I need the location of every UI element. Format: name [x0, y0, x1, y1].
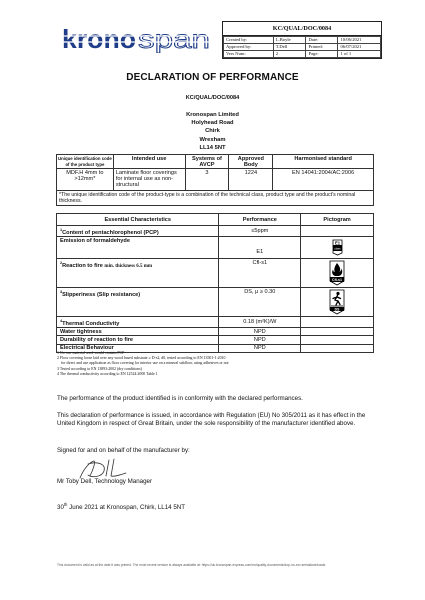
- char-pcp: $^1$Content of pentachlorophenol (PCP): [57, 226, 219, 237]
- perf-thermal-conductivity: 0.18 (m²K)/W: [219, 317, 301, 328]
- picto-durability: [301, 336, 374, 344]
- perf-durability: NPD: [219, 336, 301, 344]
- logo-text-bold: krono: [62, 27, 136, 53]
- address-line-1: Holyhead Road: [191, 120, 234, 127]
- header-pictogram: Pictogram: [301, 214, 374, 226]
- svg-text:E1: E1: [334, 240, 340, 246]
- cell-avcp: 3: [185, 169, 229, 191]
- product-note: *The unique identification code of the product-type is a combination of the technical class, product type and the product's nominal thickness.: [57, 190, 374, 205]
- char-slipperiness: $^3$Slipperiness (Slip resistance): [57, 288, 219, 317]
- picto-water: [301, 328, 374, 336]
- conformity-statement: The performance of the product identified is in conformity with the declared performances.: [57, 395, 303, 402]
- footnote-3: 3 Tested according to EN 13893:2002 (dry conditions): [57, 366, 142, 371]
- char-electrical: Electrical Behaviour: [57, 344, 219, 352]
- cell-standard: EN 14041:2004/AC:2006: [273, 169, 374, 191]
- cell-intended-use: Laminate floor coverings for internal use as non-structural: [113, 169, 185, 191]
- address-line-3: Wrexham: [199, 136, 226, 143]
- cell-product-code: MDF.H 4mm to >12mm*: [57, 169, 114, 191]
- doc-control-cell: 10/06/2021: [338, 36, 381, 43]
- header-unique-id: Unique identification code of the product type: [58, 155, 112, 167]
- doc-control-cell: T.Dell: [273, 43, 306, 50]
- doc-control-table: [223, 36, 381, 59]
- header-performance: Performance: [219, 214, 301, 226]
- doc-control-row: [224, 36, 381, 43]
- picto-pcp: [301, 226, 374, 237]
- doc-control-cell: Printed:: [306, 43, 338, 50]
- perf-pcp: ≤5ppm: [219, 226, 301, 237]
- perf-formaldehyde: E1: [219, 237, 301, 259]
- slip-icon: [328, 289, 346, 315]
- doc-control-cell: 2: [273, 50, 306, 57]
- footnotes: [57, 351, 387, 377]
- document-control-box: [222, 21, 382, 59]
- address-postcode: LL14 5NT: [199, 144, 226, 151]
- doc-control-row: [224, 43, 381, 50]
- perf-electrical: NPD: [219, 344, 301, 352]
- char-durability: Durability of reaction to fire: [57, 336, 219, 344]
- doc-control-cell: Page:: [306, 50, 338, 57]
- header-characteristic: Essential Characteristics: [57, 214, 219, 226]
- perf-reaction-to-fire: Cfl-s1: [219, 259, 301, 288]
- svg-text:DS: DS: [334, 307, 340, 312]
- document-reference: KC/QUAL/DOC/0084: [185, 95, 240, 101]
- signature-date: 30th June 2021 at Kronospan, Chirk, LL14 5NT: [57, 502, 186, 512]
- doc-control-cell: Approved by:: [224, 43, 274, 50]
- doc-control-row: [224, 50, 381, 57]
- char-formaldehyde: Emission of formaldehyde: [57, 237, 219, 259]
- signed-for-statement: Signed for and on behalf of the manufacturer by:: [57, 447, 190, 454]
- char-water-tightness: Water tightness: [57, 328, 219, 336]
- product-table: [56, 154, 374, 206]
- doc-control-header: KC/QUAL/DOC/0084: [223, 22, 381, 36]
- page-title: DECLARATION OF PERFORMANCE: [126, 72, 299, 83]
- footnote-2: 2 Floor covering loose laid over any wood based substrate ≥ D-s2, d0, tested according to EN 13501-1:2010: [57, 356, 226, 361]
- footnote-4: 4 The thermal conductivity according to EN 12524:2000 Table 1: [57, 371, 158, 376]
- picto-reaction-to-fire: [301, 259, 374, 288]
- validity-footer: This document is valid as at the date it was printed. The most recent version is always available at: https://uk.kronospan-express.com/en/quality-documents/dop-no-xxx.serialdownloads: [57, 563, 326, 567]
- header-intended-use: Intended use: [113, 155, 185, 169]
- kronospan-logo: [62, 27, 212, 53]
- footnote-2-continued: for direct and use application as floor covering for interior use on a mineral subfloor, using adhesives or not: [61, 361, 229, 366]
- perf-water-tightness: NPD: [219, 328, 301, 336]
- characteristics-table: [56, 213, 374, 353]
- doc-control-cell: Date:: [306, 36, 338, 43]
- responsibility-statement: This declaration of performance is issued, in accordance with Regulation (EU) No 305/2011 as it has effect in the United Kingdom in respect of Great Britain, under the sole responsibility of the manufacturer identified above.: [57, 412, 366, 427]
- doc-control-cell: Created by:: [224, 36, 274, 43]
- manufacturer-name: Kronospan Limited: [186, 112, 239, 118]
- signer-name: Mr Toby Dell, Technology Manager: [57, 478, 153, 485]
- fire-icon: [328, 260, 346, 286]
- char-thermal-conductivity: $^4$Thermal Conductivity: [57, 317, 219, 328]
- svg-text:Cfl-s1: Cfl-s1: [332, 278, 343, 283]
- char-reaction-to-fire: $^2$Reaction to fire min. thickness 6.5 mm: [57, 259, 219, 288]
- svg-text:class: class: [333, 246, 341, 251]
- logo-text-light: span: [138, 27, 210, 53]
- cell-approved-body: 1224: [229, 169, 273, 191]
- e1-class-icon: [330, 239, 345, 256]
- doc-control-cell: 06/07/2021: [338, 43, 381, 50]
- picto-thermal: [301, 317, 374, 328]
- picto-slipperiness: [301, 288, 374, 317]
- doc-control-cell: Vers Num:: [224, 50, 274, 57]
- perf-slipperiness: DS, μ ≥ 0.30: [219, 288, 301, 317]
- footnote-1: 1 No raw material used would contain PCP: [57, 351, 125, 355]
- address-line-2: Chirk: [205, 128, 220, 135]
- manufacturer-address: [0, 111, 425, 152]
- picto-formaldehyde: [301, 237, 374, 259]
- header-avcp: Systems of AVCP: [185, 155, 229, 169]
- header-harmonised-standard: Harmonised standard: [273, 155, 374, 169]
- header-approved-body: Approved Body: [229, 155, 273, 169]
- doc-control-cell: 1 of 1: [338, 50, 381, 57]
- doc-control-cell: L.Boyle: [273, 36, 306, 43]
